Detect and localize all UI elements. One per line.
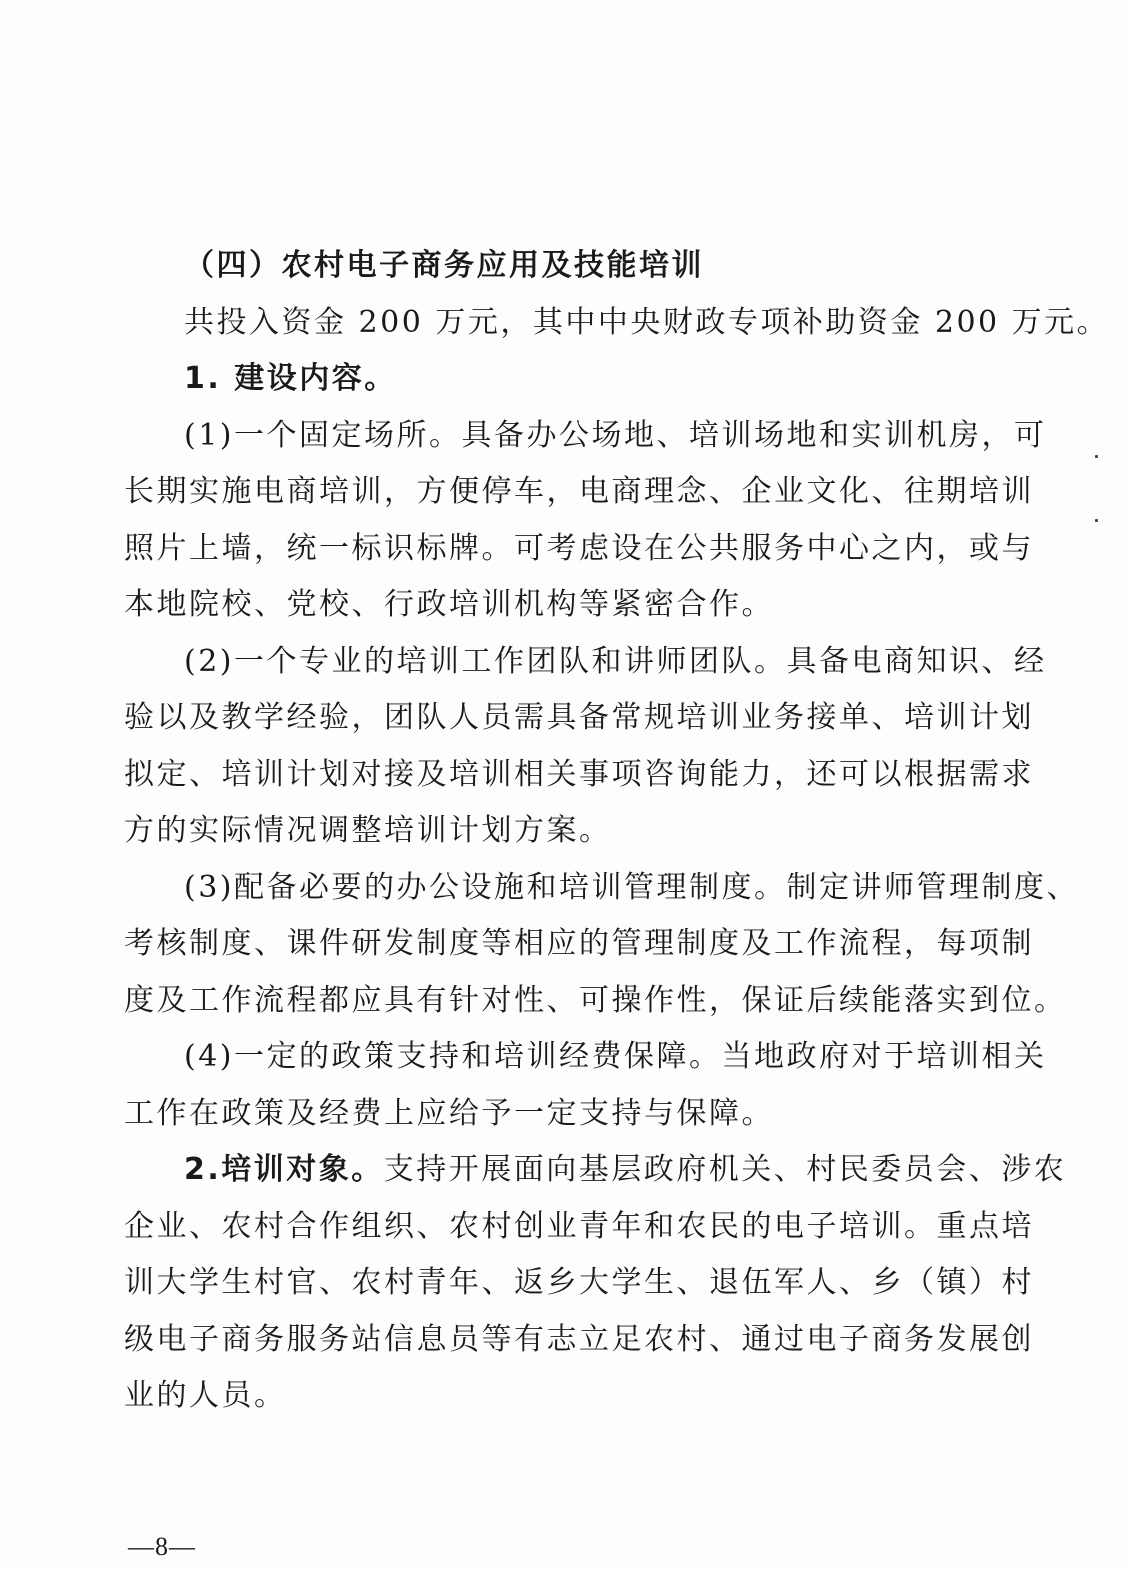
paragraph-line: 本地院校、党校、行政培训机构等紧密合作。 [124,587,774,622]
paragraph-line: (3)配备必要的办公设施和培训管理制度。制定讲师管理制度、 [184,869,1079,905]
paragraph-line: 长期实施电商培训，方便停车，电商理念、企业文化、往期培训 [124,474,1034,509]
scan-speck [1095,455,1098,458]
item-2-paragraph [124,634,1047,860]
scan-speck [1095,519,1098,522]
paragraph-line: 企业、农村合作组织、农村创业青年和农民的电子培训。重点培 [124,1208,1034,1244]
paragraph-line: 验以及教学经验，团队人员需具备常规培训业务接单、培训计划 [124,700,1034,735]
paragraph-line: (4)一定的政策支持和培训经费保障。当地政府对于培训相关 [184,1039,1047,1074]
item-1-paragraph [124,408,1047,634]
paragraph-line: 拟定、培训计划对接及培训相关事项咨询能力，还可以根据需求 [124,756,1034,792]
construction-content-heading: 1. 建设内容。 [184,361,397,396]
paragraph-line: 度及工作流程都应具有针对性、可操作性，保证后续能落实到位。 [124,982,1067,1018]
paragraph-line: 业的人员。 [124,1378,287,1413]
training-target-text: 支持开展面向基层政府机关、村民委员会、涉农 [383,1152,1067,1187]
paragraph-line: 照片上墙，统一标识标牌。可考虑设在公共服务中心之内，或与 [124,530,1034,566]
item-3-paragraph [124,860,1079,1030]
paragraph-line: (1)一个固定场所。具备办公场地、培训场地和实训机房，可 [184,417,1047,453]
page-number: —8— [128,1532,196,1561]
paragraph-line: 考核制度、课件研发制度等相应的管理制度及工作流程，每项制 [124,926,1034,961]
item-4-paragraph [124,1029,1047,1142]
paragraph-line: 工作在政策及经费上应给予一定支持与保障。 [124,1095,774,1131]
section-heading: （四）农村电子商务应用及技能培训 [184,248,704,283]
paragraph-line: 方的实际情况调整培训计划方案。 [124,813,612,848]
training-target-paragraph [124,1142,1067,1425]
paragraph-line: 级电子商务服务站信息员等有志立足农村、通过电子商务发展创 [124,1321,1034,1357]
paragraph-line: 训大学生村官、农村青年、返乡大学生、退伍军人、乡（镇）村 [124,1265,1034,1300]
training-target-heading: 2.培训对象。 [184,1152,384,1187]
paragraph-line [124,1142,1067,1199]
paragraph-line: (2)一个专业的培训工作团队和讲师团队。具备电商知识、经 [184,643,1047,679]
funding-paragraph: 共投入资金 200 万元，其中中央财政专项补助资金 200 万元。 [184,304,1110,340]
document-body [124,238,1110,1425]
